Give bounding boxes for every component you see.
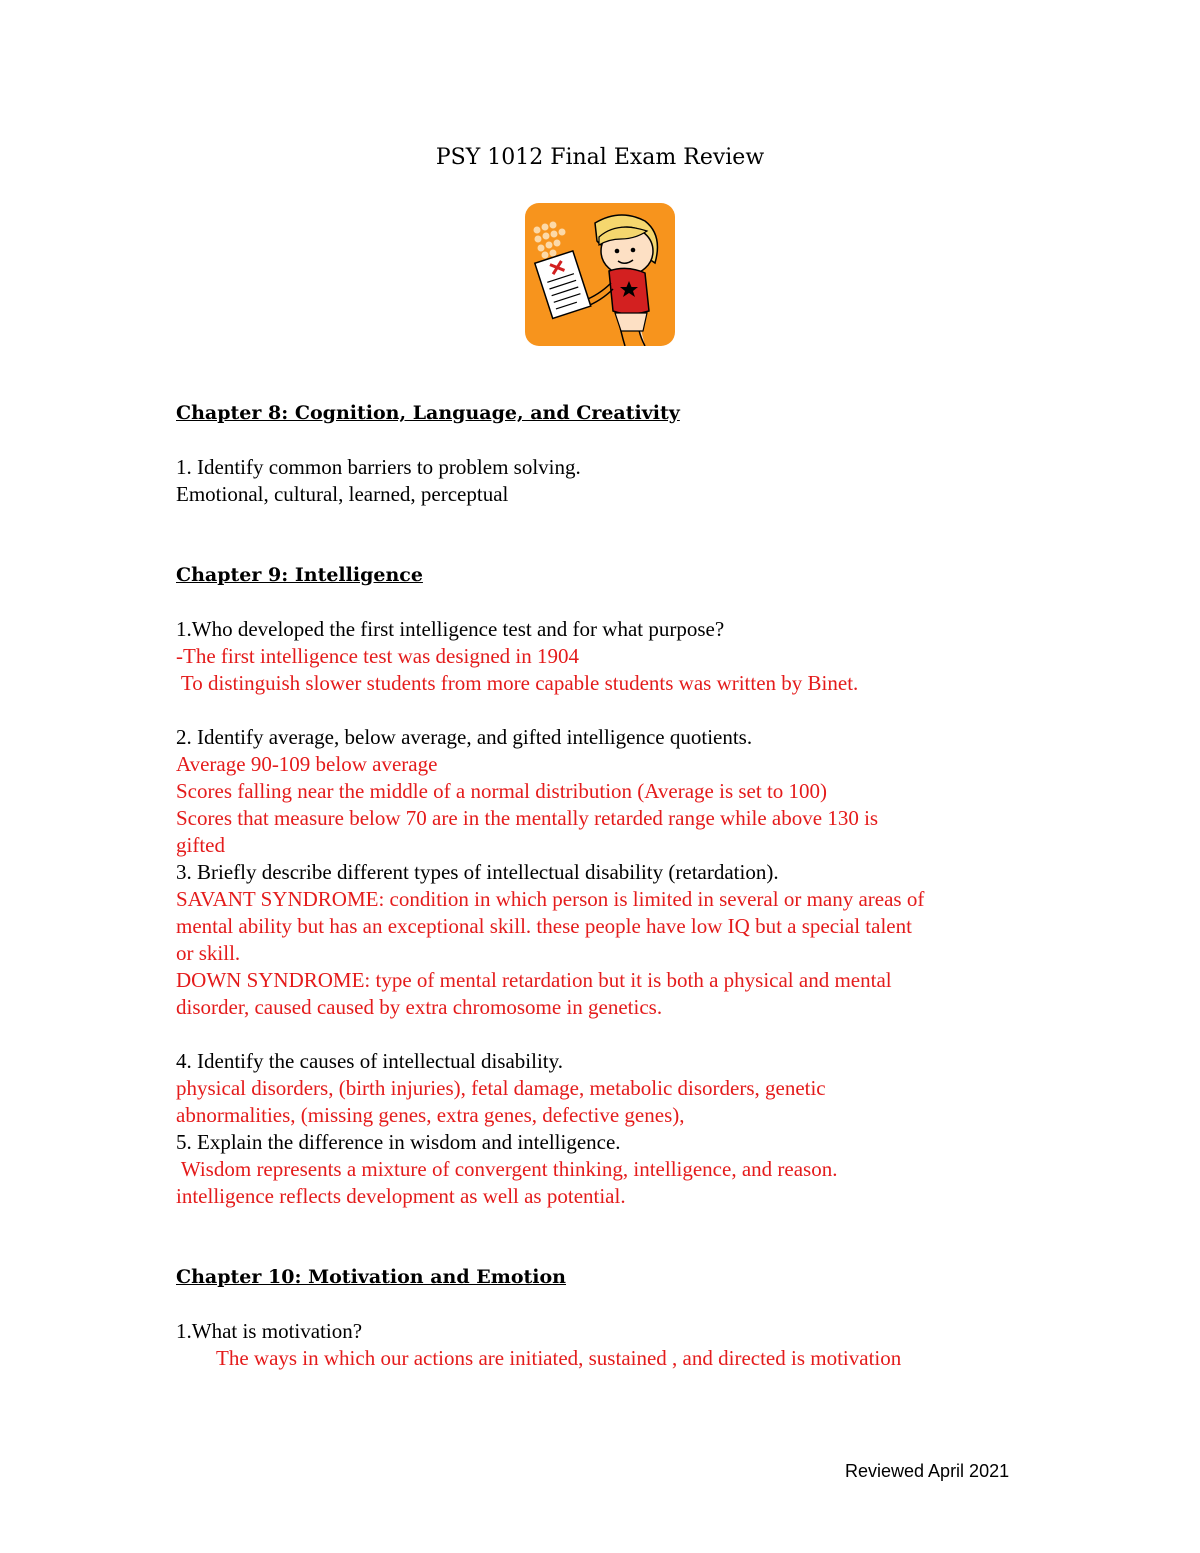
chapter-9-question-2: 2. Identify average, below average, and gifted intelligence quotients. — [176, 725, 753, 749]
chapter-9-answer-3-line-1: SAVANT SYNDROME: condition in which person is limited in several or many areas of — [176, 887, 925, 911]
page-title: PSY 1012 Final Exam Review — [435, 145, 765, 170]
chapter-9-answer-2-line-2: Scores falling near the middle of a normal distribution (Average is set to 100) — [176, 779, 828, 803]
document-body — [176, 400, 1036, 1372]
chapter-8-question-1: 1. Identify common barriers to problem solving. — [176, 455, 581, 479]
chapter-9-heading: Chapter 9: Intelligence — [176, 564, 423, 586]
chapter-9-answer-5-line-1: Wisdom represents a mixture of convergent thinking, intelligence, and reason. — [176, 1157, 838, 1181]
chapter-10-heading: Chapter 10: Motivation and Emotion — [176, 1266, 567, 1288]
chapter-9-answer-3-line-3: or skill. — [176, 941, 241, 965]
chapter-9-answer-3-line-4: DOWN SYNDROME: type of mental retardation but it is both a physical and mental — [176, 968, 892, 992]
student-with-test-paper-illustration — [525, 203, 675, 346]
chapter-9-answer-2-line-1: Average 90-109 below average — [176, 752, 438, 776]
chapter-9-question-1: 1.Who developed the first intelligence test and for what purpose? — [176, 617, 725, 641]
chapter-9-answer-4-line-1: physical disorders, (birth injuries), fetal damage, metabolic disorders, genetic — [176, 1076, 826, 1100]
chapter-9-answer-2-line-4: gifted — [176, 833, 225, 857]
chapter-8-heading: Chapter 8: Cognition, Language, and Creativity — [176, 402, 680, 424]
chapter-10-question-1: 1.What is motivation? — [176, 1319, 363, 1343]
chapter-10-answer-1: The ways in which our actions are initiated, sustained , and directed is motivation — [216, 1346, 902, 1370]
chapter-9-question-5: 5. Explain the difference in wisdom and intelligence. — [176, 1130, 621, 1154]
chapter-9-question-4: 4. Identify the causes of intellectual disability. — [176, 1049, 564, 1073]
illustration-icon — [525, 203, 675, 346]
chapter-8-answer-1: Emotional, cultural, learned, perceptual — [176, 482, 509, 506]
chapter-9-answer-5-line-2: intelligence reflects development as well as potential. — [176, 1184, 626, 1208]
chapter-9-answer-3-line-5: disorder, caused caused by extra chromosome in genetics. — [176, 995, 663, 1019]
chapter-9-answer-2-line-3: Scores that measure below 70 are in the mentally retarded range while above 130 is — [176, 806, 879, 830]
chapter-9-answer-4-line-2: abnormalities, (missing genes, extra genes, defective genes), — [176, 1103, 685, 1127]
chapter-9-answer-1-line-1: -The first intelligence test was designed in 1904 — [176, 644, 579, 668]
chapter-9-answer-1-line-2: To distinguish slower students from more capable students was written by Binet. — [176, 671, 859, 695]
chapter-9-question-3: 3. Briefly describe different types of intellectual disability (retardation). — [176, 860, 779, 884]
footer-review-date: Reviewed April 2021 — [845, 1461, 1010, 1481]
chapter-9-answer-3-line-2: mental ability but has an exceptional skill. these people have low IQ but a special talent — [176, 914, 912, 938]
